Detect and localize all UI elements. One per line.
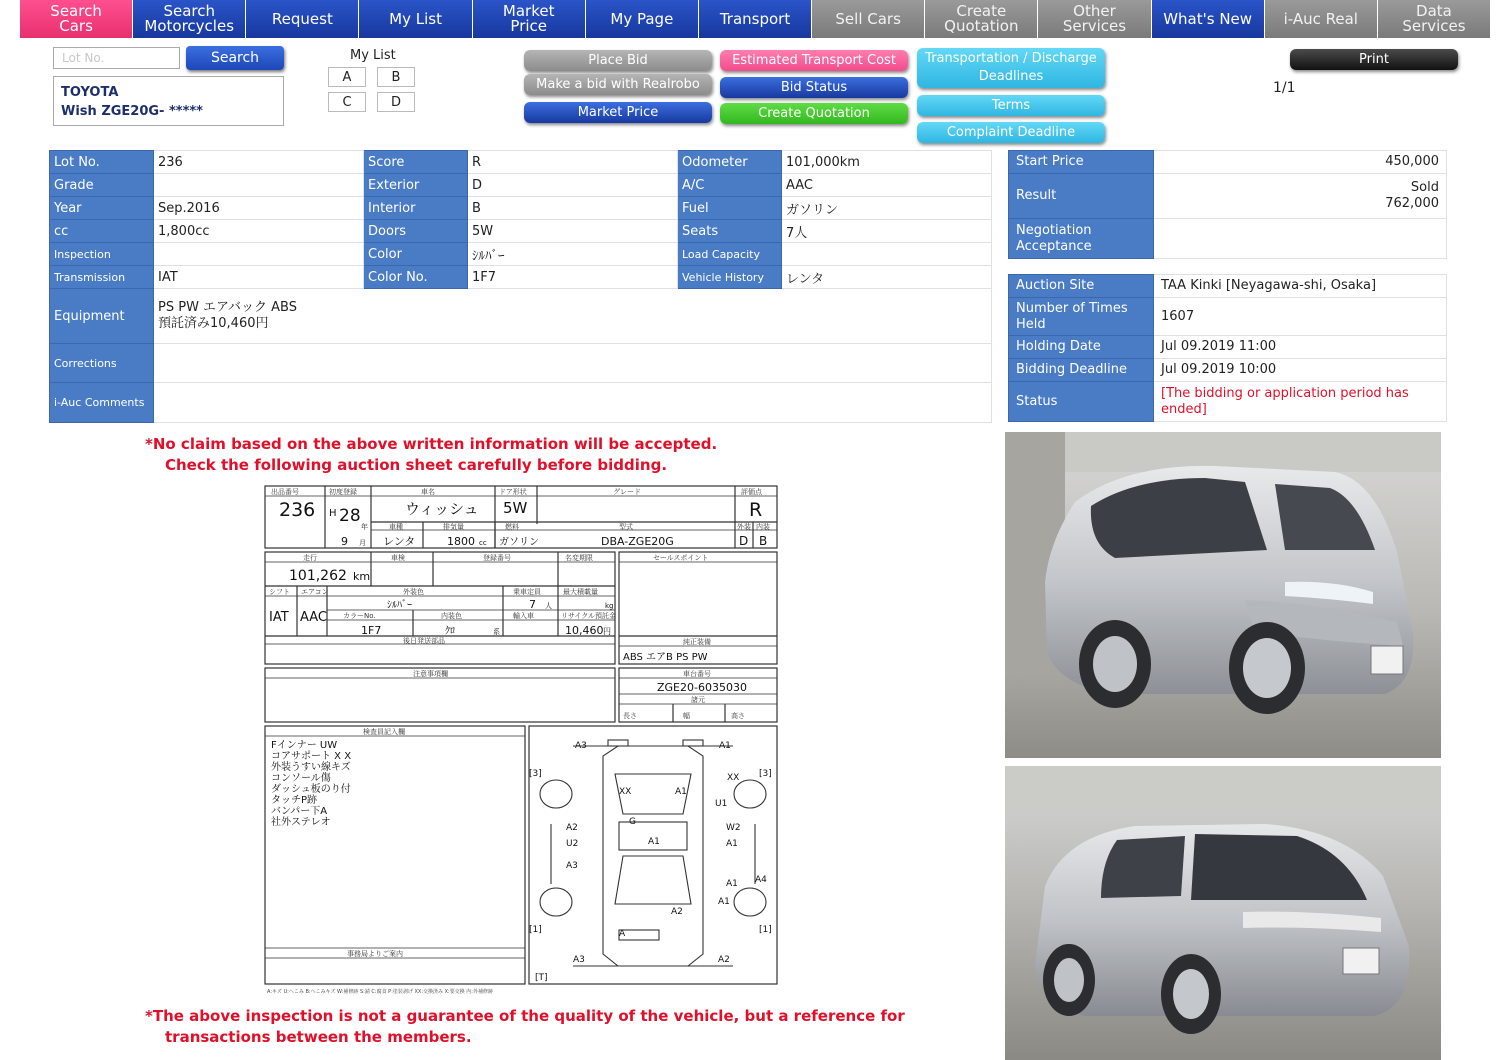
negotiation-value (1154, 219, 1447, 259)
color-no-label: Color No. (364, 266, 468, 289)
vehicle-history-label: Vehicle History (678, 266, 782, 289)
sheet-header: 車名 (421, 488, 435, 496)
damage-mark: A3 (573, 955, 585, 965)
sheet-int-color: ｸﾛ (445, 626, 455, 637)
nav-iauc-real[interactable] (1265, 0, 1377, 38)
panel-bracket: [3] (759, 769, 772, 779)
panel-bracket: [1] (759, 925, 772, 935)
sheet-km: km (353, 570, 371, 583)
holding-date-label: Holding Date (1009, 336, 1154, 359)
doors-label: Doors (364, 220, 468, 243)
sheet-header: 後日発送部品 (403, 637, 445, 645)
vehicle-history-value: レンタ (782, 266, 992, 289)
nav-label: What's New (1163, 9, 1253, 28)
disclaimer-line: *No claim based on the above written information will be accepted. (145, 435, 718, 453)
sheet-model: DBA-ZGE20G (601, 535, 674, 548)
place-bid-button[interactable]: Place Bid (524, 50, 712, 71)
page-count: 1/1 (1273, 80, 1296, 96)
disclaimer-line: transactions between the members. (165, 1028, 472, 1046)
sheet-header: 出品番号 (271, 488, 299, 496)
ac-value: AAC (782, 174, 992, 197)
vehicle-make: TOYOTA (61, 85, 119, 100)
create-quotation-button[interactable]: Create Quotation (720, 103, 908, 124)
sheet-nin: 人 (545, 602, 552, 610)
inspector-note: コンソール傷 (271, 773, 331, 784)
my-list-b-button[interactable]: B (377, 67, 415, 87)
grade-label: Grade (50, 174, 154, 197)
nav-transport[interactable] (699, 0, 811, 38)
sheet-capacity: 7 (529, 598, 536, 611)
times-held-label: Number of Times Held (1009, 298, 1154, 336)
damage-mark: A (619, 929, 626, 939)
status-value: [The bidding or application period has ended] (1154, 382, 1447, 422)
table-row (1009, 298, 1447, 336)
vehicle-photo-rear-image (1005, 766, 1441, 1060)
damage-mark: XX (727, 773, 740, 783)
sheet-header: 排気量 (443, 523, 464, 531)
sheet-tsuki: 月 (359, 539, 366, 547)
nav-label: My Page (610, 9, 674, 28)
sheet-header: エアコン (301, 588, 329, 596)
terms-button[interactable]: Terms (917, 95, 1105, 116)
year-label: Year (50, 197, 154, 220)
lot-no-value: 236 (154, 151, 364, 174)
sheet-header: 走行 (303, 554, 317, 562)
fuel-value: ガソリン (782, 197, 992, 220)
inspector-note: 外装うすい線キズ (271, 762, 351, 773)
damage-mark: G (629, 817, 636, 827)
load-capacity-label: Load Capacity (678, 243, 782, 266)
sheet-car-name: ウィッシュ (405, 500, 479, 518)
auction-site-value: TAA Kinki [Neyagawa-shi, Osaka] (1154, 275, 1447, 298)
fuel-label: Fuel (678, 197, 782, 220)
holding-date-value: Jul 09.2019 11:00 (1154, 336, 1447, 359)
sheet-header: 長さ (623, 712, 637, 720)
negotiation-label: Negotiation Acceptance (1009, 219, 1154, 259)
vehicle-summary (53, 76, 284, 126)
damage-mark: A1 (726, 879, 738, 889)
equipment-value (154, 289, 992, 344)
start-price-label: Start Price (1009, 151, 1154, 174)
sheet-nen: 年 (361, 523, 368, 531)
nav-request[interactable] (246, 0, 358, 38)
auction-sheet-drawing (263, 484, 780, 996)
equipment-line: PS PW エアバック ABS (158, 300, 297, 315)
nav-market-price[interactable] (473, 0, 585, 38)
bidding-deadline-value: Jul 09.2019 10:00 (1154, 359, 1447, 382)
sheet-header: 注意事項欄 (413, 670, 448, 678)
damage-mark: XX (619, 787, 632, 797)
inspector-note: バンパー下A (271, 806, 328, 817)
sheet-header: リサイクル預託金 (561, 612, 617, 620)
nav-label: Sell Cars (835, 9, 901, 28)
nav-label: Market Price (502, 2, 555, 35)
auction-site-label: Auction Site (1009, 275, 1154, 298)
nav-data-services[interactable] (1378, 0, 1490, 38)
panel-bracket: [3] (529, 769, 542, 779)
damage-mark: A4 (755, 875, 767, 885)
exterior-label: Exterior (364, 174, 468, 197)
result-cell (1154, 174, 1447, 219)
disclaimer-bottom (145, 1006, 905, 1048)
transmission-value: IAT (154, 266, 364, 289)
sheet-kei: 系 (493, 628, 500, 636)
sheet-header: 名変期限 (565, 554, 593, 562)
auction-sheet (263, 484, 780, 996)
status-label: Status (1009, 382, 1154, 422)
nav-label: Request (271, 9, 333, 28)
panel-bracket: [T] (535, 973, 548, 983)
my-list-a-button[interactable]: A (328, 67, 366, 87)
nav-my-list[interactable] (359, 0, 471, 38)
auction-table (1008, 274, 1447, 422)
damage-mark: A2 (566, 823, 578, 833)
times-held-value: 1607 (1154, 298, 1447, 336)
sheet-header: 純正装備 (683, 638, 711, 646)
damage-mark: A3 (566, 861, 578, 871)
nav-my-page[interactable] (586, 0, 698, 38)
market-price-button[interactable]: Market Price (524, 102, 712, 123)
nav-label: Transport (719, 9, 791, 28)
nav-label: Other Services (1062, 2, 1127, 35)
lot-number-input[interactable] (53, 47, 180, 69)
seats-label: Seats (678, 220, 782, 243)
sheet-equipment: ABS エアB PS PW (623, 652, 708, 663)
nav-label: Search Cars (50, 2, 102, 35)
sheet-header: 外装色 (403, 588, 424, 596)
sheet-color-no: 1F7 (361, 624, 382, 637)
inspector-note: ダッシュ板のり付 (271, 784, 351, 795)
sheet-header: 燃料 (505, 523, 519, 531)
sheet-ext-color: ｼﾙﾊﾞｰ (387, 600, 412, 611)
inspector-note: Fインナー UW (271, 740, 338, 751)
price-table (1008, 150, 1447, 259)
damage-mark: A1 (675, 787, 687, 797)
table-row (1009, 275, 1447, 298)
sheet-header: 事務局よりご案内 (347, 950, 403, 958)
inspection-value (154, 243, 364, 266)
sheet-header: 外装 (737, 523, 751, 531)
inspector-note: 社外ステレオ (271, 817, 331, 828)
score-value: R (468, 151, 678, 174)
corrections-label: Corrections (50, 344, 154, 383)
odometer-label: Odometer (678, 151, 782, 174)
sheet-ac: AAC (300, 610, 327, 625)
sheet-recycle: 10,460 (565, 624, 604, 637)
sheet-header: カラーNo. (343, 612, 376, 620)
sheet-header: 登録番号 (483, 554, 511, 562)
equipment-label: Equipment (50, 289, 154, 344)
sheet-header: 車台番号 (683, 670, 711, 678)
inspector-note: コアサポート X X (271, 751, 352, 762)
table-row (50, 151, 992, 174)
corrections-value (154, 344, 992, 383)
sheet-header: 輸入車 (513, 612, 534, 620)
color-value: ｼﾙﾊﾞｰ (468, 243, 678, 266)
vehicle-photo-front[interactable] (1005, 432, 1441, 758)
transport-deadlines-button[interactable]: Transportation / Discharge Deadlines (917, 48, 1105, 88)
sheet-header: 評価点 (741, 488, 762, 496)
iauc-comments-label: i-Auc Comments (50, 383, 154, 423)
sheet-shift: IAT (269, 610, 289, 625)
table-row (50, 243, 992, 266)
sheet-header: 諸元 (691, 696, 705, 704)
sheet-header: シフト (269, 588, 290, 596)
damage-mark: A1 (719, 741, 731, 751)
transmission-label: Transmission (50, 266, 154, 289)
nav-sell-cars[interactable] (812, 0, 924, 38)
complaint-deadline-button[interactable]: Complaint Deadline (917, 122, 1105, 143)
nav-label: Create Quotation (944, 2, 1019, 35)
doors-value: 5W (468, 220, 678, 243)
sheet-fuel: ガソリン (499, 537, 539, 548)
panel-bracket: [1] (529, 925, 542, 935)
sheet-header: 車種 (389, 523, 403, 531)
table-row (50, 266, 992, 289)
sheet-header: 内装 (756, 523, 770, 531)
vehicle-model: Wish ZGE20G- ***** (61, 104, 203, 119)
bid-status-button[interactable]: Bid Status (720, 77, 908, 98)
odometer-value: 101,000km (782, 151, 992, 174)
sheet-legend: A:キズ U:へこみ B:へこみキズ W:補修跡 S:錆 C:腐食 P:塗装剥げ XX:交換済み X:要交換 内:外補修跡 (267, 989, 493, 995)
result-label: Result (1009, 174, 1154, 219)
nav-search-motorcycles[interactable] (133, 0, 245, 38)
top-nav (20, 0, 1490, 38)
bidding-deadline-label: Bidding Deadline (1009, 359, 1154, 382)
iauc-comments-value (154, 383, 992, 423)
result-price: 762,000 (1385, 196, 1439, 211)
sheet-year: 28 (339, 506, 361, 526)
lot-no-label: Lot No. (50, 151, 154, 174)
sheet-header: 車検 (391, 554, 405, 562)
start-price-value: 450,000 (1154, 151, 1447, 174)
sheet-header: ドア形状 (499, 488, 527, 496)
nav-search-cars[interactable] (20, 0, 132, 38)
vehicle-photo-front-image (1005, 432, 1441, 758)
exterior-value: D (468, 174, 678, 197)
sheet-int-grade: B (759, 534, 768, 548)
table-row (50, 220, 992, 243)
result-status: Sold (1410, 180, 1439, 195)
search-button[interactable]: Search (186, 46, 284, 70)
interior-value: B (468, 197, 678, 220)
grade-value (154, 174, 364, 197)
disclaimer-top (145, 434, 717, 476)
sheet-header: 内装色 (441, 612, 462, 620)
sheet-header: 高さ (731, 712, 745, 720)
table-row (1009, 382, 1447, 422)
score-label: Score (364, 151, 468, 174)
vehicle-photo-rear[interactable] (1005, 766, 1441, 1060)
sheet-header: 検査員記入欄 (363, 728, 405, 736)
nav-create-quotation[interactable] (925, 0, 1037, 38)
nav-label: My List (389, 9, 442, 28)
inspection-label: Inspection (50, 243, 154, 266)
sheet-displacement: 1800 (447, 535, 475, 548)
sheet-era: H (329, 508, 337, 519)
damage-mark: A1 (648, 837, 660, 847)
cc-label: cc (50, 220, 154, 243)
damage-mark: U2 (566, 839, 579, 849)
nav-label: Search Motorcycles (144, 2, 235, 35)
damage-mark: A2 (718, 955, 730, 965)
sheet-lot-number: 236 (279, 499, 316, 521)
table-row (50, 383, 992, 423)
sheet-header: 幅 (683, 712, 690, 720)
damage-mark: W2 (726, 823, 741, 833)
ac-label: A/C (678, 174, 782, 197)
sheet-chassis: ZGE20-6035030 (657, 681, 747, 694)
sheet-header: 乗車定員 (513, 588, 541, 596)
realrobo-bid-button[interactable]: Make a bid with Realrobo (524, 74, 712, 95)
nav-label: i-Auc Real (1283, 9, 1358, 28)
disclaimer-line: Check the following auction sheet carefully before bidding. (165, 456, 668, 474)
my-list-label: My List (350, 48, 396, 63)
sheet-kg: kg (605, 602, 614, 610)
sheet-kind: レンタ (383, 535, 416, 548)
table-row (1009, 359, 1447, 382)
sheet-header: セールスポイント (653, 554, 709, 562)
damage-mark: A1 (726, 839, 738, 849)
table-row (1009, 336, 1447, 359)
table-row (50, 174, 992, 197)
damage-mark: A3 (575, 741, 587, 751)
sheet-month: 9 (341, 535, 348, 548)
sheet-ext-grade: D (739, 534, 749, 548)
transport-cost-button[interactable]: Estimated Transport Cost (720, 50, 908, 71)
sheet-cc: cc (479, 539, 487, 547)
color-label: Color (364, 243, 468, 266)
sheet-doors: 5W (503, 499, 528, 517)
color-no-value: 1F7 (468, 266, 678, 289)
cc-value: 1,800cc (154, 220, 364, 243)
print-button[interactable]: Print (1290, 49, 1458, 70)
equipment-line: 預託済み10,460円 (158, 316, 269, 331)
damage-mark: A2 (671, 907, 683, 917)
damage-mark: A1 (718, 897, 730, 907)
sheet-mileage: 101,262 (289, 568, 347, 584)
sheet-score: R (749, 499, 763, 521)
disclaimer-line: *The above inspection is not a guarantee of the quality of the vehicle, but a reference for (145, 1007, 905, 1025)
nav-other-services[interactable] (1038, 0, 1150, 38)
sheet-header: 型式 (619, 523, 633, 531)
nav-label: Data Services (1402, 2, 1466, 35)
nav-whats-new[interactable] (1152, 0, 1264, 38)
table-row (1009, 219, 1447, 259)
table-row (1009, 174, 1447, 219)
vehicle-spec-table (49, 150, 992, 423)
year-value: Sep.2016 (154, 197, 364, 220)
load-capacity-value (782, 243, 992, 266)
interior-label: Interior (364, 197, 468, 220)
my-list-d-button[interactable]: D (377, 92, 415, 112)
sheet-header: 初度登録 (329, 488, 357, 496)
my-list-c-button[interactable]: C (328, 92, 366, 112)
table-row (50, 289, 992, 344)
sheet-yen: 円 (603, 627, 611, 636)
sheet-header: 最大積載量 (563, 588, 598, 596)
table-row (50, 197, 992, 220)
sheet-header: グレード (613, 488, 641, 496)
table-row (1009, 151, 1447, 174)
table-row (50, 344, 992, 383)
damage-mark: U1 (715, 799, 728, 809)
inspector-note: タッチP跡 (271, 795, 318, 806)
seats-value: 7人 (782, 220, 992, 243)
